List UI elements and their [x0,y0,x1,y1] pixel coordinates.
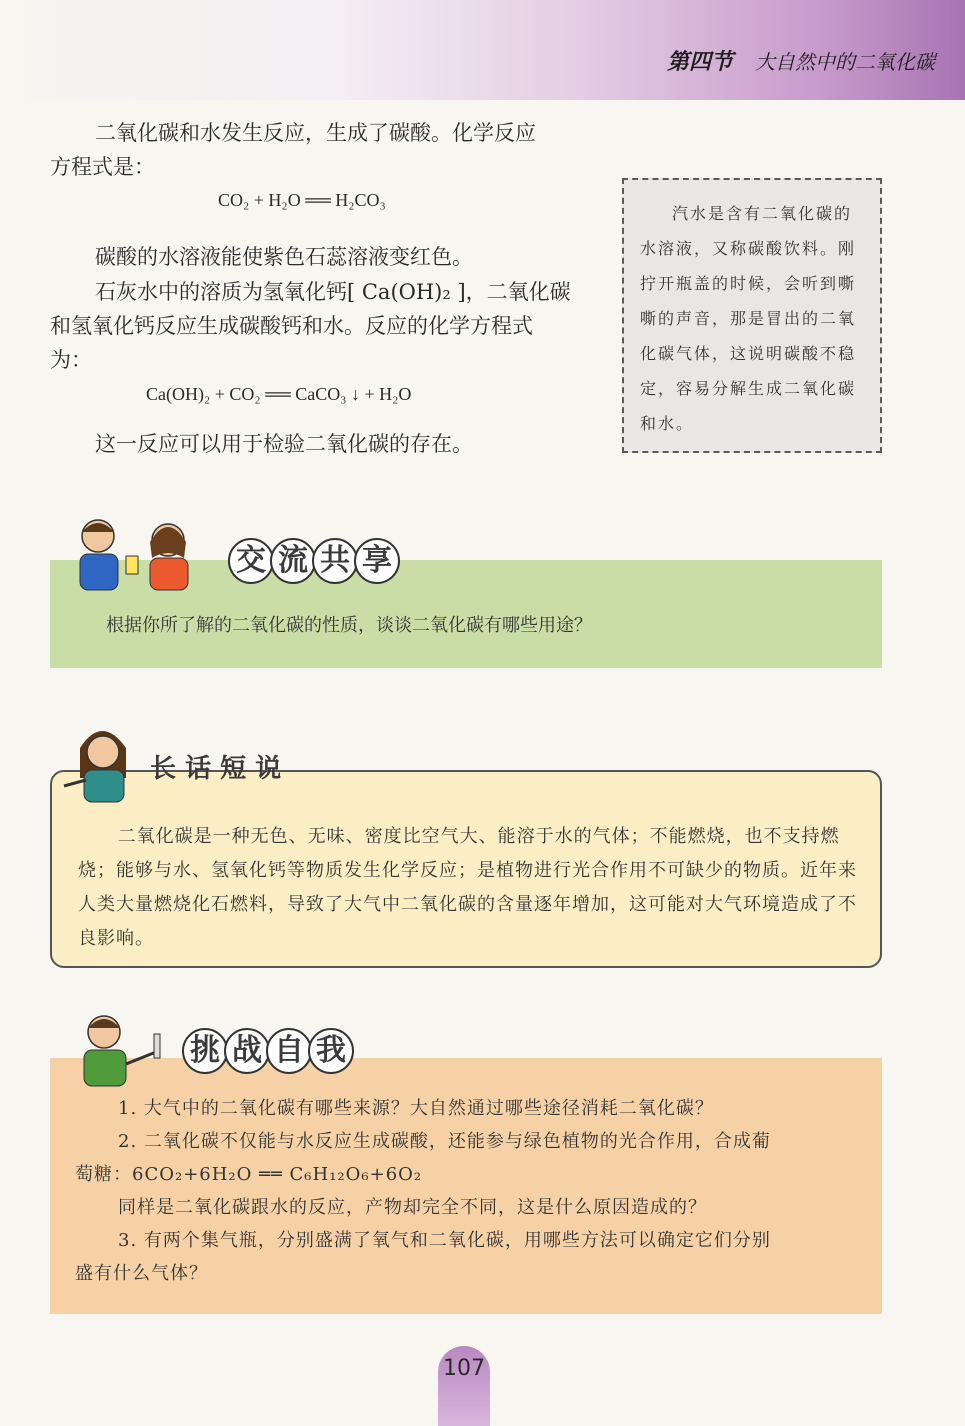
title-char-4: 享 [354,538,400,584]
challenge-question-1: 1. 大气中的二氧化碳有哪些来源？大自然通过哪些途径消耗二氧化碳？ [118,1098,714,1119]
challenge-question-2-line-1: 2. 二氧化碳不仅能与水反应生成碳酸，还能参与绿色植物的光合作用，合成葡 [118,1131,771,1152]
title-char-3: 短 [220,754,247,784]
share-section-title [228,538,396,584]
equation-limewater: Ca(OH)₂ + CO₂ ══ CaCO₃ ↓ + H₂O [146,384,412,404]
children-illustration [58,512,218,594]
title-char-3: 自 [266,1028,312,1074]
challenge-question-3-line-1: 3. 有两个集气瓶，分别盛满了氧气和二氧化碳，用哪些方法可以确定它们分别 [118,1230,771,1251]
title-char-2: 战 [224,1028,270,1074]
title-char-4: 我 [308,1028,354,1074]
section-name: 大自然中的二氧化碳 [755,50,935,74]
paragraph-3-line-3: 为： [50,348,92,372]
paragraph-2: 碳酸的水溶液能使紫色石蕊溶液变红色。 [95,245,473,269]
paragraph-1-line-2: 方程式是： [50,155,155,179]
header-title [667,45,935,76]
summary-text: 二氧化碳是一种无色、无味、密度比空气大、能溶于水的气体；不能燃烧，也不支持燃烧；能够与水、氢氧化钙等物质发生化学反应；是植物进行光合作用不可缺少的物质。近年来人类大量燃烧化石燃料，导致了大气中二氧化碳的含量逐年增加，这可能对大气环境造成了不良影响。 [78,826,857,949]
page-number: 107 [443,1356,485,1381]
challenge-section-title [182,1028,350,1074]
title-char-2: 流 [270,538,316,584]
paragraph-1-line-1: 二氧化碳和水发生反应，生成了碳酸。化学反应 [95,121,536,145]
summary-section-title [150,748,281,785]
title-char-1: 挑 [182,1028,228,1074]
challenge-question-3-line-2: 盛有什么气体？ [75,1263,208,1284]
paragraph-3-line-2: 和氢氧化钙反应生成碳酸钙和水。反应的化学方程式 [50,314,533,338]
title-char-3: 共 [312,538,358,584]
section-number: 第四节 [666,50,733,75]
side-note-box [622,178,882,453]
challenge-question-2-line-3: 同样是二氧化碳跟水的反应，产物却完全不同，这是什么原因造成的？ [118,1197,707,1218]
share-question: 根据你所了解的二氧化碳的性质，谈谈二氧化碳有哪些用途？ [106,615,592,636]
boy-illustration [64,1008,174,1088]
side-note-text: 汽水是含有二氧化碳的水溶液，又称碳酸饮料。刚拧开瓶盖的时候，会听到嘶嘶的声音，那是冒出的二氧化碳气体，这说明碳酸不稳定，容易分解生成二氧化碳和水。 [640,204,857,433]
title-char-4: 说 [255,754,282,784]
paragraph-3-line-1: 石灰水中的溶质为氢氧化钙[ Ca(OH)₂ ]，二氧化碳 [95,280,571,304]
title-char-1: 交 [228,538,274,584]
paragraph-4: 这一反应可以用于检验二氧化碳的存在。 [95,432,473,456]
title-char-2: 话 [185,754,212,784]
girl-illustration [60,718,150,806]
equation-carbonic-acid: CO₂ + H₂O ══ H₂CO₃ [218,190,386,210]
challenge-question-2-line-2: 萄糖：6CO₂+6H₂O ══ C₆H₁₂O₆+6O₂ [75,1164,423,1185]
title-char-1: 长 [150,754,177,784]
